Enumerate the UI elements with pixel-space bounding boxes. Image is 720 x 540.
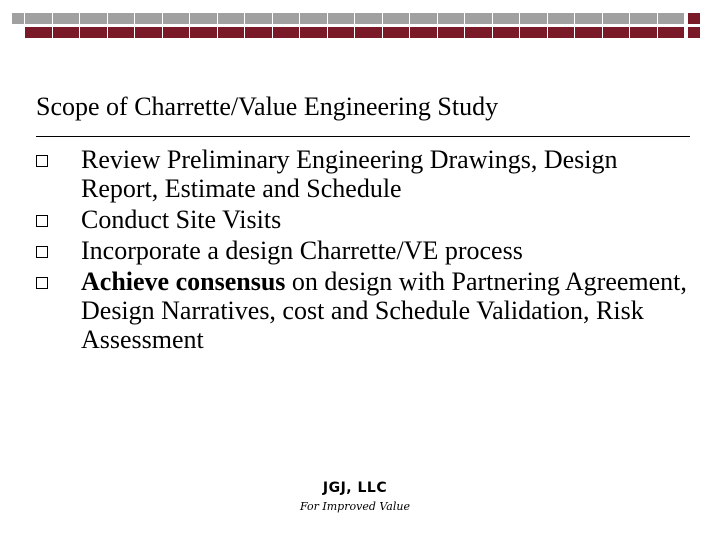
bullet-bold-text: Achieve consensus bbox=[81, 267, 286, 296]
header-grid-cell bbox=[300, 13, 328, 24]
header-grid-cell bbox=[108, 13, 136, 24]
header-grid-row-dark bbox=[25, 27, 685, 38]
bullet-item bbox=[36, 145, 696, 203]
header-grid-cell bbox=[135, 13, 163, 24]
header-grid-cell bbox=[190, 13, 218, 24]
header-grid-cell bbox=[493, 13, 521, 24]
bullet-item bbox=[36, 236, 696, 265]
header-grid-cell bbox=[520, 27, 548, 38]
header-grid-cell bbox=[603, 13, 631, 24]
header-grid-cell bbox=[328, 27, 356, 38]
header-grid-cell bbox=[80, 13, 108, 24]
header-grid-cell bbox=[493, 27, 521, 38]
header-grid-cell bbox=[410, 13, 438, 24]
header-grid-cell bbox=[218, 27, 246, 38]
header-grid-cell bbox=[80, 27, 108, 38]
header-grid-cell bbox=[190, 27, 218, 38]
header-grid-cell bbox=[548, 27, 576, 38]
square-bullet-icon bbox=[36, 215, 48, 227]
header-grid-cell bbox=[603, 27, 631, 38]
square-bullet-icon bbox=[36, 246, 48, 258]
header-grid-cell bbox=[630, 27, 658, 38]
header-grid-cell bbox=[25, 27, 53, 38]
header-grid-cell bbox=[575, 13, 603, 24]
header-grid-cell bbox=[273, 27, 301, 38]
header-grid-cell bbox=[465, 13, 493, 24]
header-grid-cell bbox=[218, 13, 246, 24]
title-divider bbox=[36, 136, 690, 137]
header-grid-cell bbox=[465, 27, 493, 38]
logo-tagline: For Improved Value bbox=[300, 500, 410, 513]
header-grid-cell bbox=[273, 13, 301, 24]
header-corner-square bbox=[688, 13, 700, 24]
header-grid-cell bbox=[25, 13, 53, 24]
square-bullet-icon bbox=[36, 277, 48, 289]
header-corner-square bbox=[12, 13, 24, 24]
header-decoration bbox=[0, 0, 720, 46]
bullet-text: on design with Partnering Agreement, Design Narratives, cost and Schedule Validation, Risk Assessment bbox=[81, 267, 687, 354]
header-grid-cell bbox=[355, 13, 383, 24]
header-grid-cell bbox=[410, 27, 438, 38]
header-grid-cell bbox=[548, 13, 576, 24]
header-grid-cell bbox=[630, 13, 658, 24]
header-grid-cell bbox=[245, 13, 273, 24]
header-grid-cell bbox=[53, 13, 81, 24]
header-grid-cell bbox=[135, 27, 163, 38]
bullet-text: Review Preliminary Engineering Drawings, Design Report, Estimate and Schedule bbox=[81, 145, 618, 203]
square-bullet-icon bbox=[36, 155, 48, 167]
header-grid-cell bbox=[383, 13, 411, 24]
header-grid-cell bbox=[438, 13, 466, 24]
slide-title: Scope of Charrette/Value Engineering Study bbox=[36, 92, 499, 121]
bullet-text: Incorporate a design Charrette/VE process bbox=[81, 236, 523, 265]
bullet-item bbox=[36, 205, 696, 234]
bullet-item bbox=[36, 267, 696, 354]
header-grid-cell bbox=[108, 27, 136, 38]
header-grid-cell bbox=[300, 27, 328, 38]
logo-name: JGJ, LLC bbox=[322, 480, 388, 496]
header-grid-cell bbox=[575, 27, 603, 38]
header-grid-cell bbox=[658, 13, 686, 24]
header-grid-cell bbox=[355, 27, 383, 38]
header-grid-cell bbox=[438, 27, 466, 38]
header-grid-cell bbox=[383, 27, 411, 38]
header-grid-row-light bbox=[25, 13, 685, 24]
bullet-text: Conduct Site Visits bbox=[81, 205, 282, 234]
header-grid-cell bbox=[163, 27, 191, 38]
bullet-list bbox=[36, 145, 696, 356]
header-grid-cell bbox=[245, 27, 273, 38]
header-corner-square bbox=[688, 27, 700, 38]
header-corner-square bbox=[12, 27, 24, 38]
header-grid-cell bbox=[53, 27, 81, 38]
header-grid-cell bbox=[520, 13, 548, 24]
header-grid-cell bbox=[658, 27, 686, 38]
company-logo bbox=[300, 480, 410, 522]
header-grid-cell bbox=[328, 13, 356, 24]
header-grid-cell bbox=[163, 13, 191, 24]
